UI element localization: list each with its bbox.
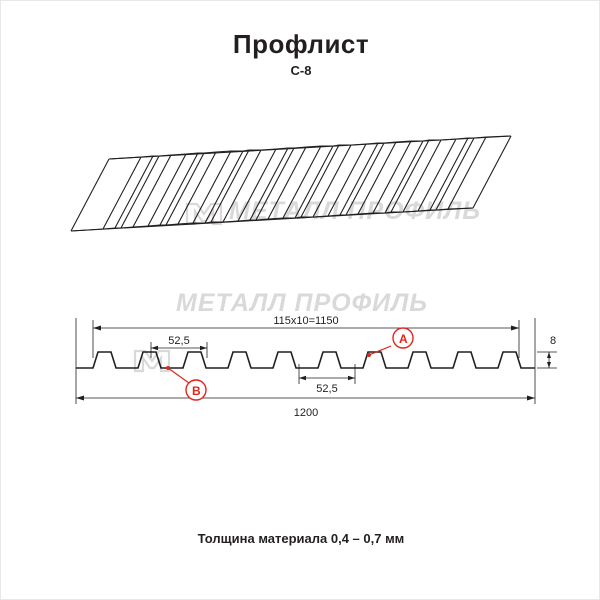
callout-label-a: A [399,332,408,346]
callout-label-b: B [192,384,201,398]
dimension-pitch-bottom: 52,5 [316,383,338,395]
page-subtitle: С-8 [290,63,312,78]
dimension-overall-width: 1200 [293,407,319,419]
watermark-text-bottom: МЕТАЛЛ ПРОФИЛЬ [176,289,428,317]
watermark-text-top: МЕТАЛЛ ПРОФИЛЬ [229,197,481,225]
profile-sheet-isometric-view [41,96,561,266]
material-thickness-note: Толщина материала 0,4 – 0,7 мм [197,531,405,546]
profile-sheet-section-view [41,306,561,426]
dimension-useful-width: 115х10=1150 [273,315,339,327]
dimension-height: 8 [549,335,557,347]
page-title: Профлист [232,29,370,59]
dimension-pitch-top: 52,5 [168,335,190,347]
